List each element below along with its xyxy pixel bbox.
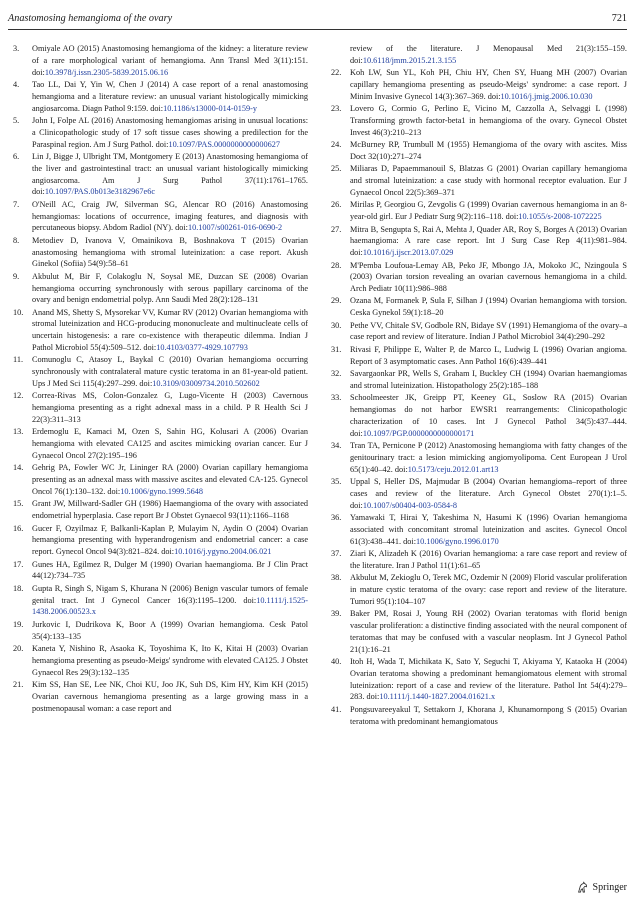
reference-body: Correa-Rivas MS, Colon-Gonzalez G, Lugo-Vicente H (2003) Cavernous hemangioma presenting as a right adnexal mass in a child. P R Health Sci J 22(3):311–313 xyxy=(32,391,308,425)
reference-body: Erdemoglu E, Kamaci M, Ozen S, Sahin HG, Kolusari A (2006) Ovarian hemangioma with elevated CA125 and ascites mimicking ovarian cancer. Eur J Gynaecol Oncol 27(2):195–196 xyxy=(32,427,308,461)
reference-item xyxy=(8,235,308,270)
reference-number: 34. xyxy=(331,441,342,451)
reference-number: 36. xyxy=(331,512,342,522)
reference-text xyxy=(350,320,627,344)
reference-body: Itoh H, Wada T, Michikata K, Sato Y, Seguchi T, Akiyama Y, Kataoka H (2004) Ovarian teratoma showing a predominant hemangiomatous element with stromal luteinization: report of a case and review of the literature. Pathol Int 54(4):279–283. doi: xyxy=(350,656,627,702)
reference-body: Akbulut M, Bir F, Colakoglu N, Soysal ME, Duzcan SE (2008) Ovarian hemangioma occurring synchronously with serous papillary carcinoma of the ovary and benign endometrial polyp. Ann Saudi Med 28(2):128–131 xyxy=(32,271,308,305)
doi-link[interactable]: 10.3978/j.issn.2305-5839.2015.06.16 xyxy=(44,67,169,77)
reference-item xyxy=(326,224,627,259)
reference-body: Schoolmeester JK, Greipp PT, Keeney GL, Soslow RA (2015) Ovarian hemangiomas do not harbor EWSR1 rearrangements: Clinicopathologic characterization of 10 cases. Int J Gynecol Pathol 34(5):437–444. doi: xyxy=(350,393,627,438)
reference-body: Yamawaki T, Hirai Y, Takeshima N, Hasumi K (1996) Ovarian hemangioma associated with concomitant stromal luteinization and ascites. Gynecol Oncol 61(3):438–441. doi: xyxy=(350,512,627,546)
publisher-name: Springer xyxy=(592,881,627,893)
reference-number: 10. xyxy=(13,307,24,317)
reference-number: 28. xyxy=(331,260,342,270)
doi-link[interactable]: 10.1007/s00404-003-0584-8 xyxy=(362,500,458,510)
reference-body: Grant JW, Millward-Sadler GH (1986) Haemangioma of the ovary with associated endometrial hyperplasia. Case report Br J Obstet Gynaecol 93(11):1166–1168 xyxy=(32,499,308,521)
reference-number: 18. xyxy=(13,583,24,593)
references-column-left xyxy=(8,43,308,715)
reference-body: Rivasi F, Philippe E, Walter P, de Marco L, Ludwig L (1996) Ovarian angioma. Report of 3 asymptomatic cases. Ann Pathol 16(6):439–441 xyxy=(350,344,627,366)
reference-text xyxy=(32,151,308,198)
reference-item xyxy=(326,476,627,511)
reference-text xyxy=(32,271,308,306)
reference-text xyxy=(32,390,308,425)
reference-text xyxy=(350,704,627,728)
reference-body: Miliaras D, Papaemmanouil S, Blatzas G (2001) Ovarian capillary hemangioma and stromal luteinization: a case study with hormonal receptor evaluation. Eur J Gynaecol Oncol 22(5):369–371 xyxy=(350,164,627,197)
reference-item xyxy=(326,295,627,319)
reference-number: 21. xyxy=(13,679,24,689)
springer-horse-icon xyxy=(576,881,589,894)
reference-number: 26. xyxy=(331,200,342,210)
reference-item xyxy=(326,163,627,198)
reference-text xyxy=(32,354,308,389)
reference-body: Anand MS, Shetty S, Mysorekar VV, Kumar RV (2012) Ovarian hemangioma with stromal luteinization and HCG-producing mononucleate and multinucleate cells of uncertain histogenesis: a rare co-existence with therapeutic dilemma. Indian J Pathol Microbiol 55(4):509–512. doi: xyxy=(32,307,308,353)
reference-number: 13. xyxy=(13,427,24,437)
reference-body: Baker PM, Rosai J, Young RH (2002) Ovarian teratomas with florid benign vascular proliferation: a distinctive finding associated with the neural component of teratomas that may be confused with a vascular neoplasm. Int J Gynecol Pathol 21(1):16–21 xyxy=(350,609,627,654)
page-number: 721 xyxy=(611,13,627,24)
doi-link[interactable]: 10.1055/s-2008-1072225 xyxy=(518,212,602,222)
reference-number: 19. xyxy=(13,619,24,629)
reference-number: 11. xyxy=(13,355,24,365)
reference-number: 20. xyxy=(13,643,24,653)
reference-number: 8. xyxy=(13,235,20,245)
reference-item xyxy=(8,619,308,643)
reference-text xyxy=(32,559,308,583)
reference-body: John I, Folpe AL (2016) Anastomosing hemangiomas arising in unusual locations: a Clinicopathologic study of 17 soft tissue cases showing a predilection for the Paraspinal region. Am J Surg Pathol. doi: xyxy=(32,115,308,149)
reference-body: Jurkovic I, Dudrikova K, Boor A (1999) Ovarian hemangioma. Cesk Patol 35(4):133–135 xyxy=(32,619,308,641)
reference-number: 14. xyxy=(13,463,24,473)
doi-link[interactable]: 10.1016/j.jmig.2006.10.030 xyxy=(500,91,593,101)
reference-body: Tran TA, Pernicone P (2012) Anastomosing hemangioma with fatty changes of the genitourinary tract: a lesion mimicking angiomyolipoma. Cent European J Urol 65(1):40–42. doi: xyxy=(350,441,627,474)
reference-text xyxy=(32,426,308,461)
reference-item xyxy=(326,43,627,67)
reference-item xyxy=(326,512,627,547)
reference-item xyxy=(326,548,627,572)
reference-number: 22. xyxy=(331,68,342,78)
reference-text xyxy=(32,79,308,114)
reference-item xyxy=(326,392,627,439)
reference-text xyxy=(350,608,627,655)
reference-body: Lovero G, Cormio G, Perlino E, Vicino M, Cazzolla A, Selvaggi L (1998) Transforming growth factor-beta1 in hemangioma of the ovary. Gynecol Obstet Invest 46(3):210–213 xyxy=(350,104,627,137)
reference-number xyxy=(326,43,350,67)
reference-number: 31. xyxy=(331,344,342,354)
reference-body: McBurney RP, Trumbull M (1955) Hemangioma of the ovary with ascites. Miss Doct 32(10):271–274 xyxy=(350,140,627,161)
reference-item xyxy=(326,260,627,295)
reference-item xyxy=(8,583,308,618)
reference-body: M'Pemba Loufoua-Lemay AB, Peko JF, Mbongo JA, Mokoko JC, Nzingoula S (2003) Ovarian torsion revealing an ovarian cavernous hemangioma in a child. Arch Pediatr 10(11):986–988 xyxy=(350,260,627,294)
reference-number: 41. xyxy=(331,704,342,714)
reference-body: Gunes HA, Egilmez R, Dulger M (1990) Ovarian haemangioma. Br J Clin Pract 44(12):734–735 xyxy=(32,559,308,581)
reference-text xyxy=(350,440,627,475)
reference-number: 6. xyxy=(13,151,20,161)
reference-number: 5. xyxy=(13,115,20,125)
doi-link[interactable]: 10.5173/ceju.2012.01.art13 xyxy=(407,464,499,474)
doi-link[interactable]: 10.1006/gyno.1999.5648 xyxy=(120,487,203,497)
reference-text xyxy=(350,656,627,703)
doi-link[interactable]: 10.1111/j.1525-1438.2006.00523.x xyxy=(32,595,308,617)
reference-item xyxy=(326,368,627,392)
reference-text xyxy=(350,476,627,511)
doi-link[interactable]: 10.1097/PAS.0000000000000627 xyxy=(168,139,280,149)
reference-body: Pethe VV, Chitale SV, Godbole RN, Bidaye SV (1991) Hemangioma of the ovary–a case report and review of literature. Indian J Pathol Microbiol 34(4):290–292 xyxy=(350,320,627,342)
reference-body: Gehrig PA, Fowler WC Jr, Lininger RA (2000) Ovarian capillary hemangioma presenting as an adnexal mass with massive ascites and elevated CA-125. Gynecol Oncol 76(1):130–132. doi: xyxy=(32,463,308,497)
reference-item xyxy=(8,426,308,461)
reference-body: review of the literature. J Menopausal Med 21(3):155–159. doi: xyxy=(350,44,627,65)
reference-number: 12. xyxy=(13,391,24,401)
reference-number: 23. xyxy=(331,104,342,114)
references-column-right xyxy=(326,43,627,728)
reference-body: Koh LW, Sun YL, Koh PH, Chiu HY, Chen SY, Huang MH (2007) Ovarian capillary hemangioma presenting as pseudo-Meigs' syndrome: a case report. J Minim Invasive Gynecol 14(3):367–369. doi: xyxy=(350,68,627,101)
reference-number: 17. xyxy=(13,559,24,569)
reference-number: 32. xyxy=(331,369,342,379)
reference-text xyxy=(32,235,308,270)
reference-number: 38. xyxy=(331,573,342,583)
publisher-logo xyxy=(576,879,627,895)
reference-item xyxy=(8,498,308,522)
doi-link[interactable]: 10.1186/s13000-014-0159-y xyxy=(163,103,257,113)
reference-item xyxy=(8,307,308,354)
doi-link[interactable]: 10.1111/j.1440-1827.2004.01621.x xyxy=(379,692,496,702)
reference-body: Akbulut M, Zekioglu O, Terek MC, Ozdemir N (2009) Florid vascular proliferation in mature cystic teratoma of the ovary: case report and review of the literature. Tumori 95(1):104–107 xyxy=(350,573,627,606)
reference-body: Pongsuvareeyakul T, Settakorn J, Khorana J, Khunamornpong S (2015) Ovarian teratoma with predominant hemangiomatous xyxy=(350,704,627,726)
reference-number: 7. xyxy=(13,199,20,209)
running-head xyxy=(8,13,627,27)
reference-item xyxy=(326,656,627,703)
reference-item xyxy=(326,572,627,607)
reference-item xyxy=(8,271,308,306)
reference-body: Gupta R, Singh S, Nigam S, Khurana N (2006) Benign vascular tumors of female genital tract. Int J Gynecol Cancer 16(3):1195–1200. doi: xyxy=(32,583,308,605)
reference-text xyxy=(350,199,627,223)
reference-number: 3. xyxy=(13,44,20,53)
reference-item xyxy=(326,320,627,344)
reference-number: 29. xyxy=(331,296,342,306)
reference-number: 24. xyxy=(331,140,342,150)
doi-link[interactable]: 10.1016/j.ijscr.2013.07.029 xyxy=(362,248,454,258)
reference-item xyxy=(8,151,308,198)
reference-text xyxy=(32,307,308,354)
reference-text xyxy=(32,115,308,150)
reference-body: O'Neill AC, Craig JW, Silverman SG, Alencar RO (2016) Anastomosing hemangiomas: locations of occurrence, imaging features, and diagnosis with percutaneous biopsy. Abdom Radiol (NY). doi: xyxy=(32,199,308,233)
reference-item xyxy=(326,199,627,223)
reference-text xyxy=(350,548,627,572)
reference-text xyxy=(350,295,627,319)
reference-body: Tao LL, Dai Y, Yin W, Chen J (2014) A case report of a renal anastomosing hemangioma and a literature review: an unusual variant histologically mimicking angiosarcoma. Diagn Pathol 9:159. doi: xyxy=(32,79,308,113)
reference-text xyxy=(32,583,308,618)
reference-text xyxy=(350,392,627,439)
reference-text xyxy=(350,67,627,102)
running-title: Anastomosing hemangioma of the ovary xyxy=(8,13,173,24)
reference-item xyxy=(8,523,308,558)
reference-text xyxy=(350,260,627,295)
doi-link[interactable]: 10.1016/j.ygyno.2004.06.021 xyxy=(174,547,272,557)
reference-number: 27. xyxy=(331,224,342,234)
reference-number: 4. xyxy=(13,79,20,89)
reference-text xyxy=(32,462,308,497)
header-rule xyxy=(8,29,627,30)
reference-text xyxy=(32,498,308,522)
reference-body: Ziari K, Alizadeh K (2016) Ovarian hemangioma: a rare case report and review of the literature. Iran J Pathol 11(1):61–65 xyxy=(350,548,627,570)
reference-item xyxy=(326,67,627,102)
reference-text xyxy=(350,103,627,138)
reference-text xyxy=(32,619,308,643)
reference-item xyxy=(8,559,308,583)
reference-body: Uppal S, Heller DS, Majmudar B (2004) Ovarian hemangioma–report of three cases and review of the literature. Arch Gynecol Obstet 270(1):1–5. doi: xyxy=(350,477,627,510)
doi-link[interactable]: 10.1006/gyno.1996.0170 xyxy=(416,536,499,546)
reference-item xyxy=(8,199,308,234)
reference-number: 25. xyxy=(331,164,342,174)
reference-text xyxy=(350,512,627,547)
reference-number: 15. xyxy=(13,499,24,509)
reference-body: Comunoglu C, Atasoy L, Baykal C (2010) Ovarian hemangioma occurring synchronously with contralateral mature cystic teratoma in an 81-year-old patient. Ups J Med Sci 115(4):297–299. doi: xyxy=(32,355,308,389)
reference-item xyxy=(8,462,308,497)
reference-body: Kaneta Y, Nishino R, Asaoka K, Toyoshima K, Ito K, Kitai H (2003) Ovarian hemangioma presenting as pseudo-Meigs' syndrome with elevated CA125. J Obstet Gynaecol Res 29(3):132–135 xyxy=(32,643,308,677)
reference-item xyxy=(8,43,308,78)
reference-number: 40. xyxy=(331,656,342,666)
reference-text xyxy=(350,163,627,198)
reference-text xyxy=(350,344,627,368)
doi-link[interactable]: 10.1097/PGP.0000000000000171 xyxy=(362,428,475,438)
reference-body: Ozana M, Formanek P, Sula F, Silhan J (1994) Ovarian hemangioma with torsion. Ceska Gynekol 59(1):18–20 xyxy=(350,296,627,318)
reference-text xyxy=(350,368,627,392)
reference-item xyxy=(8,354,308,389)
reference-item xyxy=(326,139,627,163)
reference-body: Mitra B, Sengupta S, Rai A, Mehta J, Quader AR, Roy S, Borges A (2013) Ovarian haemangioma: A rare case report. Int J Surg Case Rep 4(11):981–984. doi: xyxy=(350,224,627,258)
doi-link[interactable]: 10.1007/s00261-016-0690-2 xyxy=(187,223,283,233)
reference-item xyxy=(8,390,308,425)
reference-item xyxy=(326,344,627,368)
reference-number: 16. xyxy=(13,523,24,533)
reference-body: Gucer F, Ozyilmaz F, Balkanli-Kaplan P, Mulayim N, Aydin O (2004) Ovarian hemangioma presenting with hyperandrogenism and endometrial cancer: a case report. Gynecol Oncol 94(3):821–824. doi: xyxy=(32,523,308,557)
reference-body: Omiyale AO (2015) Anastomosing hemangioma of the kidney: a literature review of a rare morphological variant of hemangioma. Ann Transl Med 3(11):151. doi: xyxy=(32,44,308,77)
doi-link[interactable]: 10.3109/03009734.2010.502602 xyxy=(152,379,260,389)
reference-text xyxy=(350,43,627,67)
reference-number: 9. xyxy=(13,271,20,281)
reference-number: 37. xyxy=(331,548,342,558)
reference-text xyxy=(32,199,308,234)
reference-item xyxy=(8,643,308,678)
doi-link[interactable]: 10.6118/jmm.2015.21.3.155 xyxy=(362,55,457,65)
reference-text xyxy=(350,224,627,259)
reference-item xyxy=(326,704,627,728)
reference-body: Mirilas P, Georgiou G, Zevgolis G (1999) Ovarian cavernous hemangioma in an 8-year-old girl. Eur J Pediatr Surg 9(2):116–118. doi: xyxy=(350,200,627,222)
reference-item xyxy=(326,608,627,655)
reference-number: 39. xyxy=(331,609,342,619)
reference-text xyxy=(32,679,308,714)
reference-body: Kim SS, Han SE, Lee NK, Choi KU, Joo JK, Suh DS, Kim HY, Kim KH (2015) Ovarian cavernous hemangioma presenting as a large growing mass in a postmenopausal woman: a case report and xyxy=(32,679,308,713)
reference-item xyxy=(326,440,627,475)
reference-number: 33. xyxy=(331,393,342,403)
reference-text xyxy=(32,43,308,78)
reference-item xyxy=(8,79,308,114)
reference-body: Savargaonkar PR, Wells S, Graham I, Buckley CH (1994) Ovarian haemangiomas and stromal luteinization. Histopathology 25(2):185–188 xyxy=(350,369,627,390)
reference-text xyxy=(32,643,308,678)
doi-link[interactable]: 10.1097/PAS.0b013e3182967e6c xyxy=(44,187,155,197)
doi-link[interactable]: 10.4103/0377-4929.107793 xyxy=(156,343,248,353)
reference-text xyxy=(350,139,627,163)
reference-item xyxy=(8,679,308,714)
reference-text xyxy=(350,572,627,607)
reference-text xyxy=(32,523,308,558)
reference-body: Lin J, Bigge J, Ulbright TM, Montgomery E (2013) Anastomosing hemangioma of the liver and gastrointestinal tract: an unusual variant histologically mimicking angiosarcoma. Am J Surg Pathol 37(11):1761–1765. doi: xyxy=(32,151,308,197)
reference-body: Metodiev D, Ivanova V, Omainikova B, Boshnakova T (2015) Ovarian anastomosing hemangioma with stromal luteinization: a case report. Akush Ginekol (Sofiia) 54(9):58–61 xyxy=(32,235,308,269)
reference-number: 30. xyxy=(331,320,342,330)
reference-number: 35. xyxy=(331,477,342,486)
reference-item xyxy=(8,115,308,150)
reference-item xyxy=(326,103,627,138)
